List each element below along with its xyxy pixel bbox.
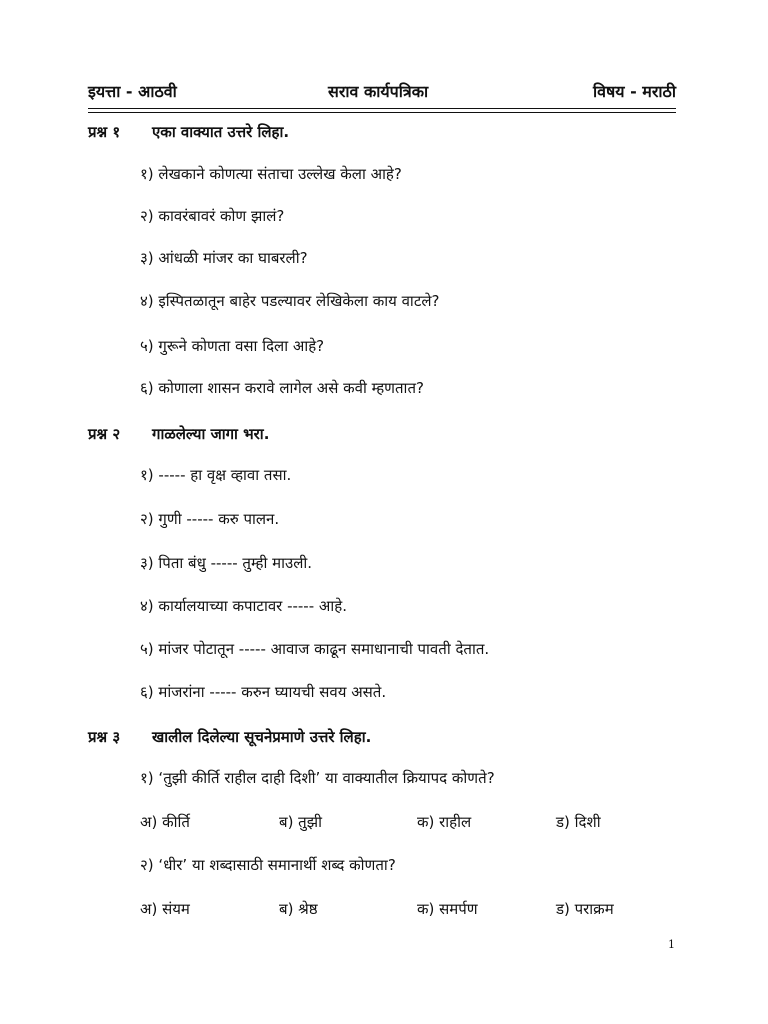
question-1-number: प्रश्न १	[88, 123, 121, 141]
question-1-item-2: २) कावरंबावरं कोण झालं?	[140, 207, 285, 225]
page-number: 1	[668, 938, 675, 951]
question-3-sub-1-option-b: ब) तुझी	[279, 813, 322, 831]
header-rule-top	[88, 108, 676, 109]
question-2-item-3: ३) पिता बंधु ----- तुम्ही माउली.	[140, 554, 313, 572]
question-1-item-3: ३) आंधळी मांजर का घाबरली?	[140, 249, 308, 267]
question-3-sub-2: २) ‘धीर’ या शब्दासाठी समानार्थी शब्द कोणता?	[140, 856, 396, 874]
question-1-item-5: ५) गुरूने कोणता वसा दिला आहे?	[140, 337, 325, 355]
question-2-item-2: २) गुणी ----- करु पालन.	[140, 510, 280, 528]
question-3-title: खालील दिलेल्या सूचनेप्रमाणे उत्तरे लिहा.	[152, 728, 372, 746]
header-rule-bottom	[88, 112, 676, 113]
question-3-sub-2-option-c: क) समर्पण	[417, 900, 478, 918]
question-3-sub-1-option-c: क) राहील	[417, 813, 472, 831]
question-1-title: एका वाक्यात उत्तरे लिहा.	[152, 123, 290, 141]
question-3-number: प्रश्न ३	[88, 728, 121, 746]
grade-label: इयत्ता - आठवी	[88, 82, 177, 101]
question-3-sub-2-option-b: ब) श्रेष्ठ	[279, 900, 318, 918]
question-3-sub-1: १) ‘तुझी कीर्ति राहील दाही दिशी’ या वाक्यातील क्रियापद कोणते?	[140, 769, 495, 787]
subject-label: विषय - मराठी	[592, 82, 676, 101]
question-1-item-4: ४) इस्पितळातून बाहेर पडल्यावर लेखिकेला काय वाटले?	[140, 292, 440, 310]
question-3-sub-1-option-d: ड) दिशी	[556, 813, 601, 831]
question-2-title: गाळलेल्या जागा भरा.	[152, 425, 270, 443]
question-3-sub-2-option-a: अ) संयम	[140, 900, 190, 918]
question-2-heading	[88, 424, 269, 444]
question-2-item-1: १) ----- हा वृक्ष व्हावा तसा.	[140, 466, 292, 484]
worksheet-header	[88, 80, 676, 108]
worksheet-title: सराव कार्यपत्रिका	[328, 82, 429, 101]
question-3-heading	[88, 727, 371, 747]
question-1-item-6: ६) कोणाला शासन करावे लागेल असे कवी म्हणतात?	[140, 379, 424, 397]
question-3-sub-1-option-a: अ) कीर्ति	[140, 813, 190, 831]
question-2-item-6: ६) मांजरांना ----- करुन घ्यायची सवय असते.	[140, 683, 387, 701]
question-2-item-4: ४) कार्यालयाच्या कपाटावर ----- आहे.	[140, 597, 347, 615]
question-1-heading	[88, 122, 289, 142]
question-2-number: प्रश्न २	[88, 425, 121, 443]
question-2-item-5: ५) मांजर पोटातून ----- आवाज काढून समाधानाची पावती देतात.	[140, 640, 490, 658]
question-3-sub-2-option-d: ड) पराक्रम	[556, 900, 614, 918]
question-1-item-1: १) लेखकाने कोणत्या संताचा उल्लेख केला आहे?	[140, 165, 402, 183]
